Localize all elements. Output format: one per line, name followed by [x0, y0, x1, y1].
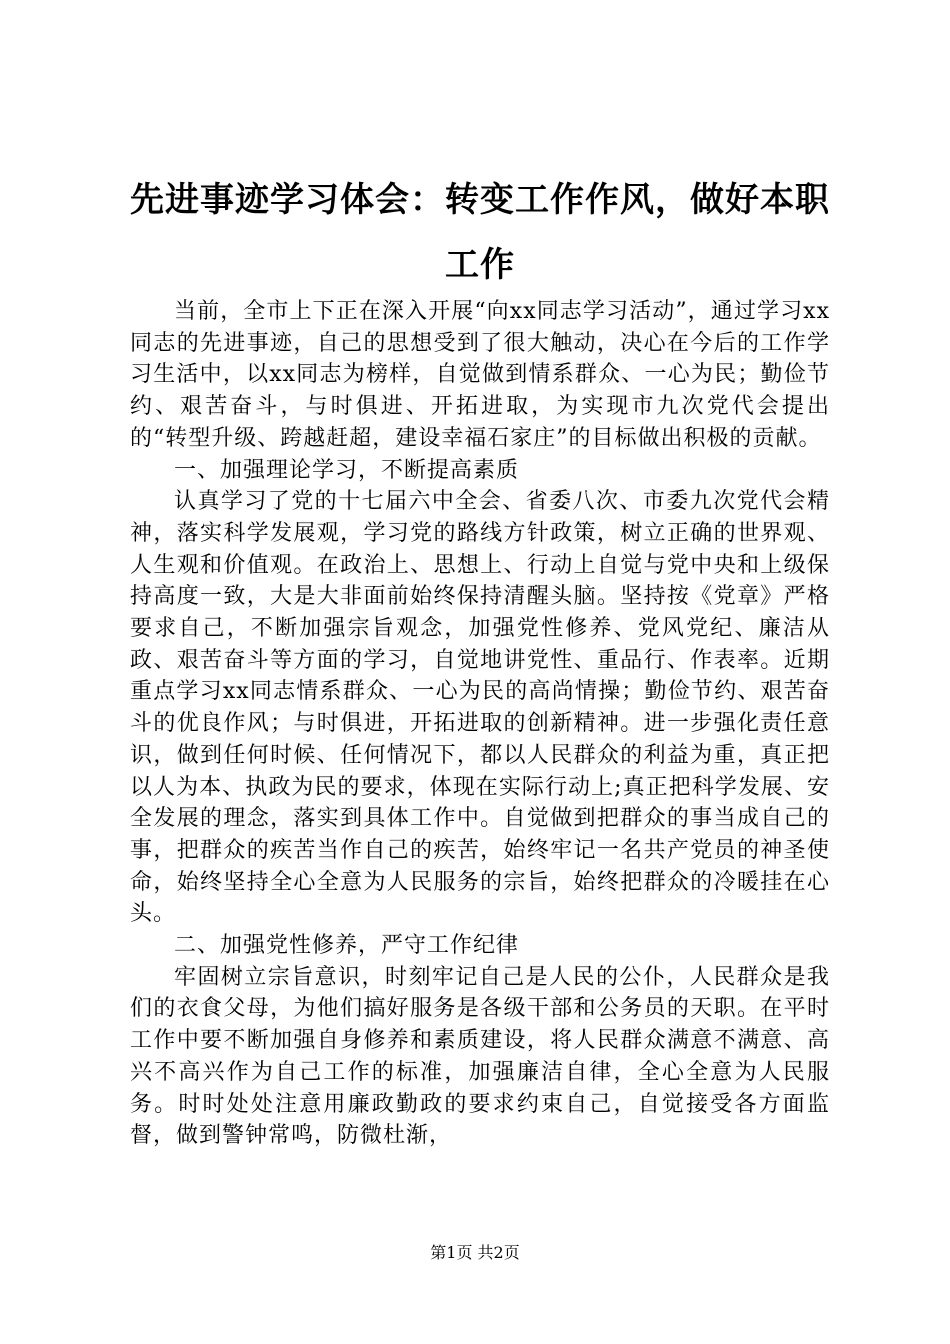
- section-2-paragraph: 牢固树立宗旨意识，时刻牢记自己是人民的公仆，人民群众是我们的衣食父母，为他们搞好服务是各级干部和公务员的天职。在平时工作中要不断加强自身修养和素质建设，将人民群众满意不满意、高兴不高兴作为自己工作的标准，加强廉洁自律，全心全意为人民服务。时时处处注意用廉政勤政的要求约束自己，自觉接受各方面监督，做到警钟常鸣，防微杜渐，: [130, 964, 830, 1149]
- intro-paragraph: 当前，全市上下正在深入开展“向xx同志学习活动”，通过学习xx同志的先进事迹，自己的思想受到了很大触动，决心在今后的工作学习生活中，以xx同志为榜样，自觉做到情系群众、一心为民；勤俭节约、艰苦奋斗，与时俱进、开拓进取，为实现市九次党代会提出的“转型升级、跨越赶超，建设幸福石家庄”的目标做出积极的贡献。: [130, 299, 830, 451]
- document-body: [130, 296, 830, 1152]
- document-title: 先进事迹学习体会：转变工作作风，做好本职工作: [130, 180, 830, 285]
- section-heading-2: 二、加强党性修养，严守工作纪律: [174, 933, 520, 959]
- page-footer: 第1页 共2页: [430, 1243, 520, 1262]
- section-1-paragraph: 认真学习了党的十七届六中全会、省委八次、市委九次党代会精神，落实科学发展观，学习党的路线方针政策，树立正确的世界观、人生观和价值观。在政治上、思想上、行动上自觉与党中央和上级保持高度一致，大是大非面前始终保持清醒头脑。坚持按《党章》严格要求自己，不断加强宗旨观念，加强党性修养、党风党纪、廉洁从政、艰苦奋斗等方面的学习，自觉地讲党性、重品行、作表率。近期重点学习xx同志情系群众、一心为民的高尚情操；勤俭节约、艰苦奋斗的优良作风；与时俱进，开拓进取的创新精神。进一步强化责任意识，做到任何时候、任何情况下，都以人民群众的利益为重，真正把以人为本、执政为民的要求，体现在实际行动上;真正把科学发展、安全发展的理念，落实到具体工作中。自觉做到把群众的事当成自己的事，把群众的疾苦当作自己的疾苦，始终牢记一名共产党员的神圣使命，始终坚持全心全意为人民服务的宗旨，始终把群众的冷暖挂在心头。: [130, 489, 830, 927]
- section-heading-1: 一、加强理论学习，不断提高素质: [174, 457, 520, 483]
